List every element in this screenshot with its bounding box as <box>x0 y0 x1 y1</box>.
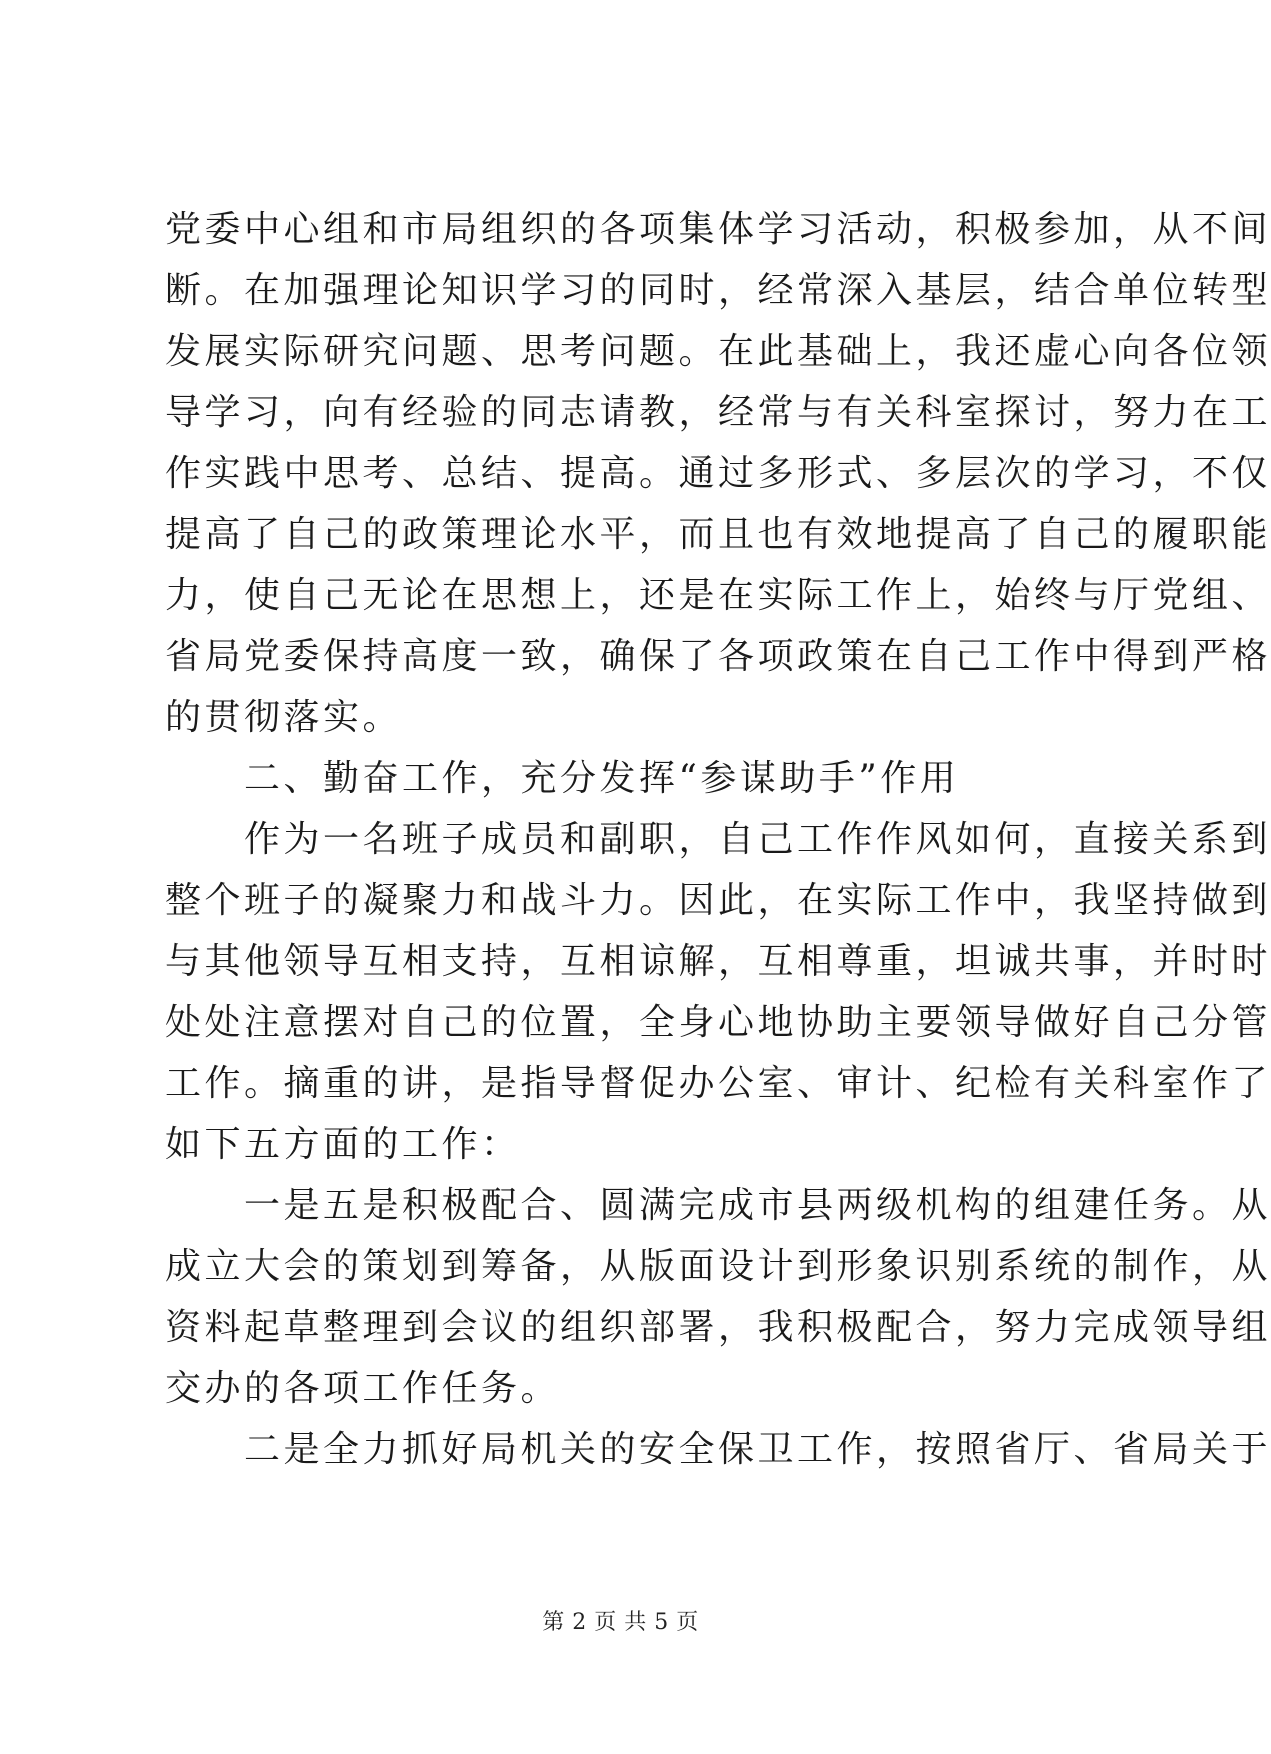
text-line: 处处注意摆对自己的位置，全身心地协助主要领导做好自己分管 <box>165 1002 1271 1043</box>
text-line: 二是全力抓好局机关的安全保卫工作，按照省厅、省局关于 <box>165 1429 1271 1470</box>
text-line: 提高了自己的政策理论水平，而且也有效地提高了自己的履职能 <box>165 514 1271 555</box>
text-line: 力，使自己无论在思想上，还是在实际工作上，始终与厅党组、 <box>165 575 1271 616</box>
text-line: 交办的各项工作任务。 <box>165 1368 561 1409</box>
text-line: 作实践中思考、总结、提高。通过多形式、多层次的学习，不仅 <box>165 453 1271 494</box>
text-line: 的贯彻落实。 <box>165 697 403 738</box>
text-line: 导学习，向有经验的同志请教，经常与有关科室探讨，努力在工 <box>165 392 1271 433</box>
page-number-footer: 第 2 页 共 5 页 <box>542 1610 699 1635</box>
text-line: 发展实际研究问题、思考问题。在此基础上，我还虚心向各位领 <box>165 331 1271 372</box>
text-line: 与其他领导互相支持，互相谅解，互相尊重，坦诚共事，并时时 <box>165 941 1271 982</box>
text-line: 党委中心组和市局组织的各项集体学习活动，积极参加，从不间 <box>165 209 1271 250</box>
text-line: 成立大会的策划到筹备，从版面设计到形象识别系统的制作，从 <box>165 1246 1271 1287</box>
text-line: 断。在加强理论知识学习的同时，经常深入基层，结合单位转型 <box>165 270 1271 311</box>
text-line: 作为一名班子成员和副职，自己工作作风如何，直接关系到 <box>165 819 1271 860</box>
section-heading: 二、勤奋工作，充分发挥“参谋助手”作用 <box>165 758 960 799</box>
text-line: 整个班子的凝聚力和战斗力。因此，在实际工作中，我坚持做到 <box>165 880 1271 921</box>
text-line: 一是五是积极配合、圆满完成市县两级机构的组建任务。从 <box>165 1185 1271 1226</box>
text-line: 省局党委保持高度一致，确保了各项政策在自己工作中得到严格 <box>165 636 1271 677</box>
text-line: 资料起草整理到会议的组织部署，我积极配合，努力完成领导组 <box>165 1307 1271 1348</box>
text-line: 工作。摘重的讲，是指导督促办公室、审计、纪检有关科室作了 <box>165 1063 1271 1104</box>
text-line: 如下五方面的工作： <box>165 1124 521 1165</box>
